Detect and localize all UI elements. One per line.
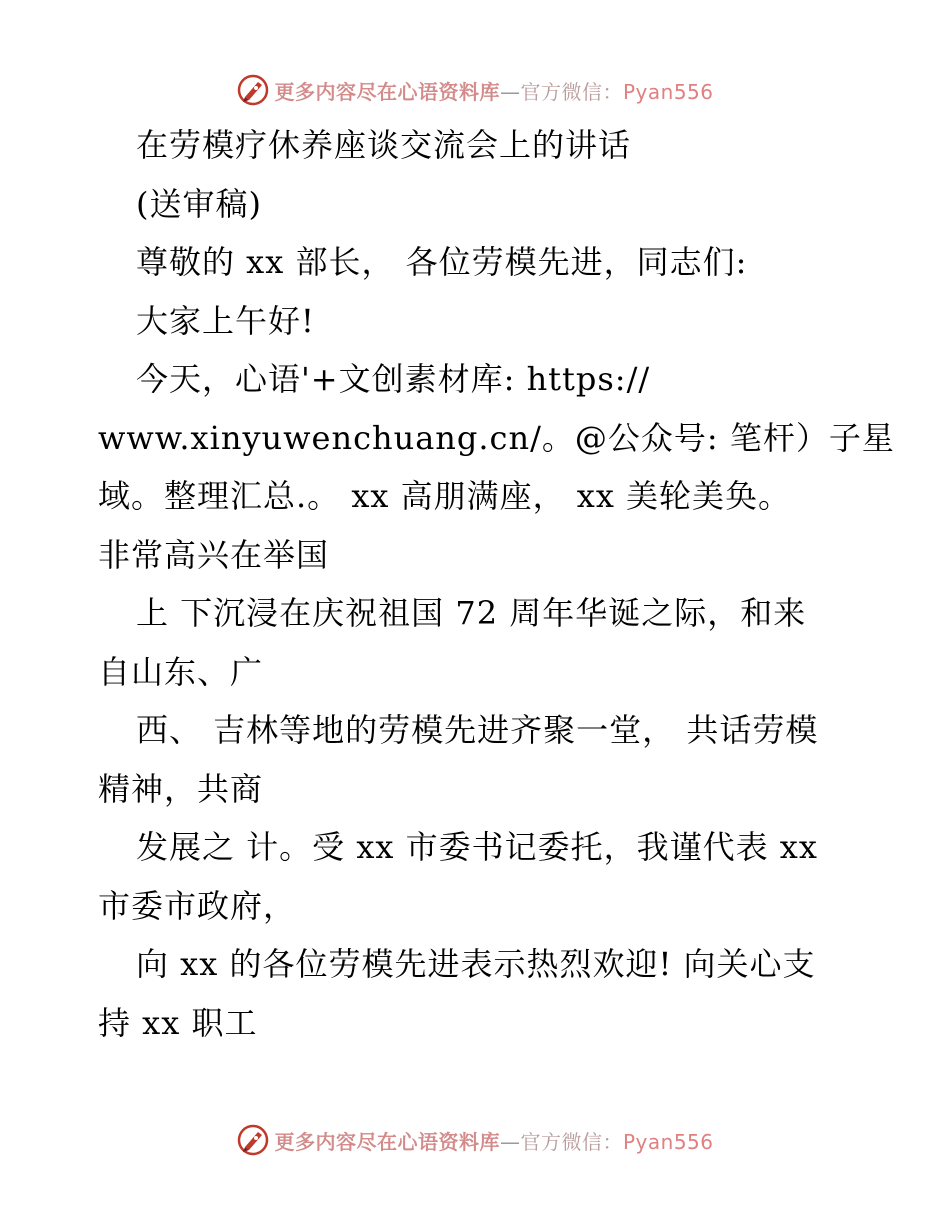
pen-logo-icon	[236, 1123, 270, 1157]
text-line: 域。整理汇总.。 xx 高朋满座， xx 美轮美奂。	[98, 477, 792, 515]
watermark-site-text: 更多内容尽在心语资料库	[274, 79, 500, 104]
text-line: 发展之 计。受 xx 市委书记委托，我谨代表 xx	[136, 828, 818, 866]
pen-logo-icon	[236, 73, 270, 107]
text-line: 市委市政府，	[98, 886, 297, 925]
text-line: 今天，心语'+文创素材库: https://	[136, 360, 651, 398]
text-line: www.xinyuwenchuang.cn/。@公众号: 笔杆）子星	[98, 418, 895, 457]
watermark-dash: —	[499, 1129, 521, 1154]
text-line: 上 下沉浸在庆祝祖国 72 周年华诞之际，和来	[136, 594, 807, 632]
text-line: 大家上午好!	[136, 301, 315, 340]
text-line: 西、 吉林等地的劳模先进齐聚一堂， 共话劳模	[136, 711, 819, 749]
text-line: 非常高兴在举国	[98, 535, 330, 574]
watermark-site-text: 更多内容尽在心语资料库	[274, 1129, 500, 1154]
watermark-banner-bottom	[0, 1120, 950, 1160]
watermark-dash: —	[499, 79, 521, 104]
watermark-banner-top	[0, 70, 950, 110]
text-line: 精神，共商	[98, 769, 264, 808]
text-line: 尊敬的 xx 部长， 各位劳模先进，同志们:	[136, 243, 748, 281]
text-line: (送审稿)	[136, 184, 262, 223]
text-line: 持 xx 职工	[98, 1003, 258, 1042]
watermark-wechat-label: 官方微信：	[520, 1129, 623, 1154]
text-line: 向 xx 的各位劳模先进表示热烈欢迎! 向关心支	[136, 945, 816, 983]
watermark-wechat-label: 官方微信：	[520, 79, 623, 104]
watermark-wechat-account: Pyan556	[622, 1129, 714, 1154]
watermark-wechat-account: Pyan556	[622, 79, 714, 104]
document-body	[0, 116, 950, 1052]
text-line: 在劳模疗休养座谈交流会上的讲话	[136, 126, 632, 164]
text-line: 自山东、广	[98, 652, 264, 691]
